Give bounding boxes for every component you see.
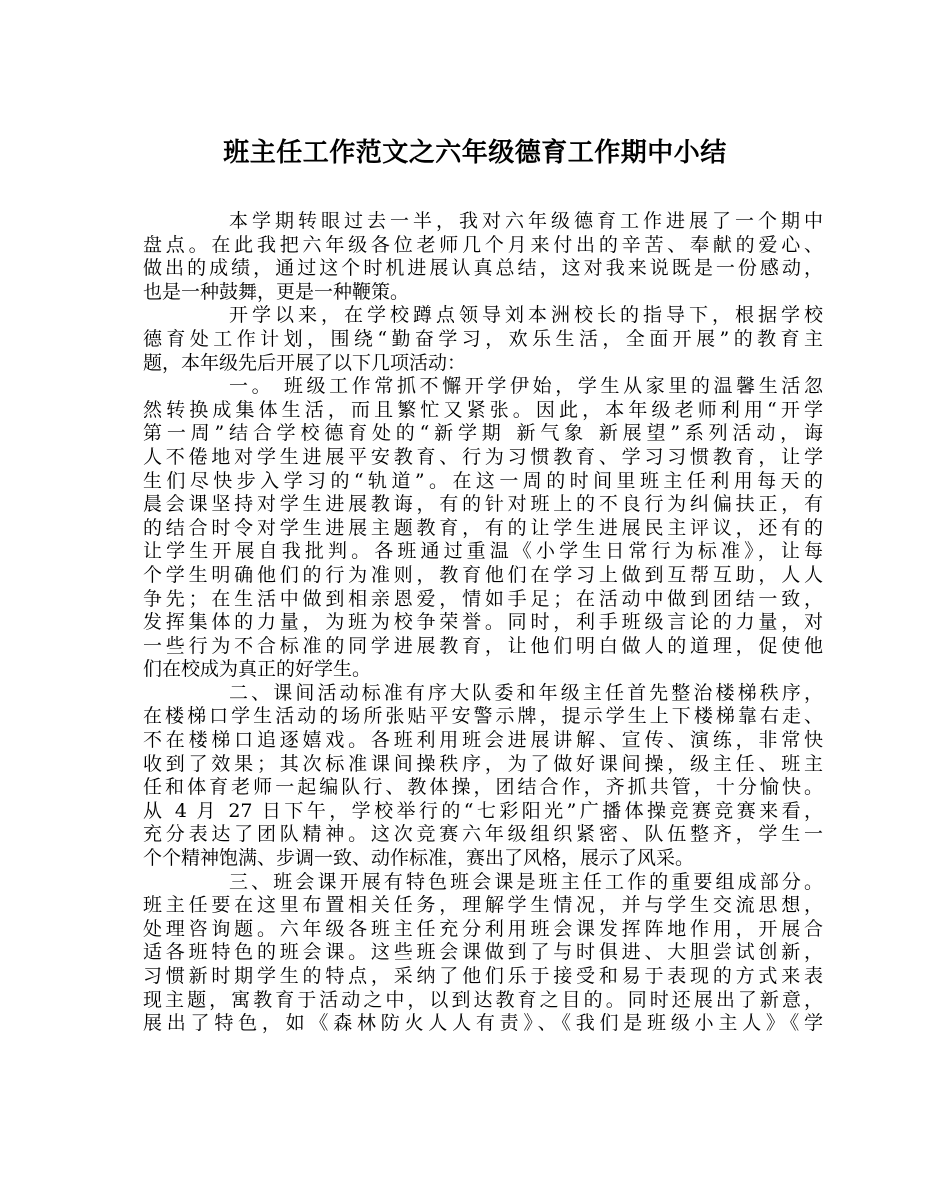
paragraph-line: 从 4 月 27 日下午，学校举行的“七彩阳光”广播体操竞赛竞赛来看， — [143, 799, 823, 822]
paragraph-line: 发挥集体的力量，为班为校争荣誉。同时，利手班级言论的力量，对 — [143, 611, 823, 634]
paragraph-line: 让学生开展自我批判。各班通过重温《小学生日常行为标准》，让每 — [143, 540, 823, 563]
paragraph-line: 个个精神饱满、步调一致、动作标准，赛出了风格，展示了风采。 — [143, 847, 695, 870]
paragraph-line: 在楼梯口学生活动的场所张贴平安警示牌，提示学生上下楼梯靠右走、 — [143, 705, 823, 728]
paragraph-line: 一些行为不合标准的同学进展教育，让他们明白做人的道理，促使他 — [143, 634, 823, 657]
paragraph-line: 德育处工作计划，围绕“勤奋学习，欢乐生活，全面开展”的教育主 — [143, 327, 823, 350]
paragraph — [143, 682, 823, 871]
paragraph — [143, 375, 823, 682]
paragraph-line: 现主题，寓教育于活动之中，以到达教育之目的。同时还展出了新意， — [143, 988, 823, 1011]
paragraph-line: 做出的成绩，通过这个时机进展认真总结，这对我来说既是一份感动， — [143, 257, 823, 280]
paragraph — [143, 304, 823, 375]
paragraph-line: 适各班特色的班会课。这些班会课做到了与时俱进、大胆尝试创新， — [143, 941, 823, 964]
paragraph-line: 充分表达了团队精神。这次竞赛六年级组织紧密、队伍整齐，学生一 — [143, 823, 823, 846]
paragraph — [143, 210, 823, 304]
document-body — [143, 210, 823, 1036]
paragraph-line: 三、班会课开展有特色班会课是班主任工作的重要组成部分。 — [229, 870, 823, 893]
paragraph-line: 班主任要在这里布置相关任务，理解学生情况，并与学生交流思想， — [143, 894, 823, 917]
paragraph-line: 本学期转眼过去一半，我对六年级德育工作进展了一个期中 — [229, 210, 823, 232]
paragraph-line: 任和体育老师一起编队行、教体操，团结合作，齐抓共管，十分愉快。 — [143, 776, 823, 799]
paragraph-line: 题，本年级先后开展了以下几项活动： — [143, 351, 467, 374]
paragraph-line: 人不倦地对学生进展平安教育、行为习惯教育、学习习惯教育，让学 — [143, 445, 823, 468]
paragraph-line: 第一周”结合学校德育处的“新学期 新气象 新展望”系列活动，诲 — [143, 422, 823, 445]
paragraph-line: 不在楼梯口追逐嬉戏。各班利用班会进展讲解、宣传、演练，非常快 — [143, 729, 823, 752]
paragraph-line: 开学以来，在学校蹲点领导刘本洲校长的指导下，根据学校 — [229, 304, 823, 327]
paragraph-line: 争先；在生活中做到相亲恩爱，情如手足；在活动中做到团结一致， — [143, 587, 823, 610]
paragraph-line: 盘点。在此我把六年级各位老师几个月来付出的辛苦、奉献的爱心、 — [143, 233, 823, 256]
paragraph-line: 处理咨询题。六年级各班主任充分利用班会课发挥阵地作用，开展合 — [143, 917, 823, 940]
paragraph-line: 展出了特色，如《森林防火人人有责》、《我们是班级小主人》《学 — [143, 1012, 823, 1035]
paragraph-line: 二、课间活动标准有序大队委和年级主任首先整治楼梯秩序， — [229, 681, 823, 704]
paragraph-line: 个学生明确他们的行为准则，教育他们在学习上做到互帮互助，人人 — [143, 563, 823, 586]
paragraph-line: 的结合时令对学生进展主题教育，有的让学生进展民主评议，还有的 — [143, 516, 823, 539]
paragraph-line: 收到了效果；其次标准课间操秩序，为了做好课间操，级主任、班主 — [143, 752, 823, 775]
paragraph-line: 然转换成集体生活，而且繁忙又紧张。因此，本年级老师利用“开学 — [143, 398, 823, 421]
paragraph-line: 习惯新时期学生的特点，采纳了他们乐于接受和易于表现的方式来表 — [143, 965, 823, 987]
paragraph-line: 们在校成为真正的好学生。 — [143, 658, 372, 681]
paragraph-line: 生们尽快步入学习的“轨道”。在这一周的时间里班主任利用每天的 — [143, 469, 823, 492]
paragraph-line: 一。 班级工作常抓不懈开学伊始，学生从家里的温馨生活忽 — [229, 375, 823, 398]
document-title: 班主任工作范文之六年级德育工作期中小结 — [223, 138, 727, 168]
paragraph-line: 晨会课坚持对学生进展教诲，有的针对班上的不良行为纠偏扶正，有 — [143, 493, 823, 516]
paragraph — [143, 871, 823, 1036]
paragraph-line: 也是一种鼓舞，更是一种鞭策。 — [143, 280, 410, 303]
